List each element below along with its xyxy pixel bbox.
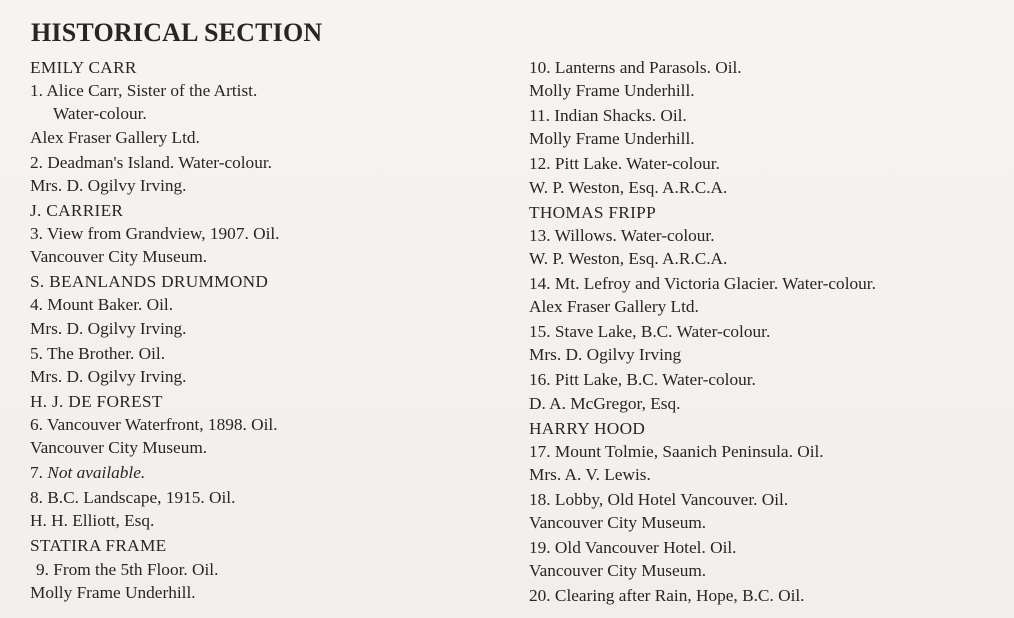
artist-name: STATIRA FRAME [30, 536, 167, 556]
entry-title: 10. Lanterns and Parasols. Oil. [529, 58, 742, 77]
entry-owner: Molly Frame Underhill. [30, 582, 196, 602]
entry-owner: Vancouver City Museum. [30, 438, 208, 458]
not-available-note: Not available. [47, 463, 146, 483]
artist-group [30, 390, 490, 460]
entry-title: 14. Mt. Lefroy and Victoria Glacier. Water-colour. [529, 274, 876, 294]
entry-title: 16. Pitt Lake, B.C. Water-colour. [529, 370, 756, 390]
entry-owner: Vancouver City Museum. [30, 247, 208, 267]
entry-owner: Molly Frame Underhill. [529, 81, 695, 101]
entry-title: 9. From the 5th Floor. Oil. [36, 559, 219, 579]
section-heading: HISTORICAL SECTION [31, 18, 323, 47]
entry [529, 320, 999, 366]
entry-owner: Mrs. D. Ogilvy Irving. [30, 175, 187, 195]
entry-title: 19. Old Vancouver Hotel. Oil. [529, 538, 737, 558]
entry-title: 11. Indian Shacks. Oil. [529, 106, 687, 126]
artist-group [529, 201, 999, 271]
entry [529, 584, 999, 607]
entry-title: 20. Clearing after Rain, Hope, B.C. Oil. [529, 586, 805, 606]
artist-group [30, 534, 490, 604]
entry-owner: Mrs. D. Ogilvy Irving. [30, 318, 187, 338]
entry-owner: Alex Fraser Gallery Ltd. [529, 297, 699, 317]
artist-group [30, 199, 490, 269]
entry-owner: Molly Frame Underhill. [529, 129, 695, 149]
entry [30, 461, 490, 484]
entry-title [30, 461, 490, 484]
entry-owner: Mrs. D. Ogilvy Irving [529, 345, 682, 365]
entry-owner: Mrs. D. Ogilvy Irving. [30, 366, 187, 386]
entry [30, 486, 490, 532]
entry-title: 18. Lobby, Old Hotel Vancouver. Oil. [529, 490, 789, 510]
entry [529, 272, 999, 318]
entry [30, 342, 490, 388]
entry [529, 536, 999, 582]
entry-owner: Vancouver City Museum. [529, 513, 707, 533]
artist-name: THOMAS FRIPP [529, 202, 657, 222]
entry-medium: Water-colour. [53, 104, 147, 124]
entry-title: 6. Vancouver Waterfront, 1898. Oil. [30, 415, 278, 435]
artist-name: EMILY CARR [30, 58, 137, 77]
entry-number: 7. [30, 463, 43, 483]
entry-title: 2. Deadman's Island. Water-colour. [30, 152, 272, 172]
entry-owner: W. P. Weston, Esq. A.R.C.A. [529, 177, 728, 197]
artist-name: J. CARRIER [30, 200, 124, 220]
entry-title: 13. Willows. Water-colour. [529, 225, 715, 245]
entry [529, 368, 999, 414]
entry-title: 5. The Brother. Oil. [30, 343, 166, 363]
entry [529, 104, 999, 150]
artist-group [529, 417, 999, 487]
entry-owner: Vancouver City Museum. [529, 561, 707, 581]
entry [529, 56, 999, 102]
artist-name: H. J. DE FOREST [30, 391, 163, 411]
artist-name: S. BEANLANDS DRUMMOND [30, 272, 269, 292]
entry-title: 4. Mount Baker. Oil. [30, 295, 174, 315]
entry [529, 152, 999, 198]
entry-title: 17. Mount Tolmie, Saanich Peninsula. Oil. [529, 441, 824, 461]
entry-owner: Alex Fraser Gallery Ltd. [30, 127, 200, 147]
entry-owner: W. P. Weston, Esq. A.R.C.A. [529, 249, 728, 269]
entry-title: 15. Stave Lake, B.C. Water-colour. [529, 322, 771, 342]
entry-owner: H. H. Elliott, Esq. [30, 511, 155, 531]
right-column [529, 56, 999, 609]
artist-group [30, 270, 490, 340]
entry-title: 8. B.C. Landscape, 1915. Oil. [30, 488, 236, 508]
entry-title: 1. Alice Carr, Sister of the Artist. [30, 81, 258, 101]
entry-title: 12. Pitt Lake. Water-colour. [529, 154, 720, 174]
entry-owner: D. A. McGregor, Esq. [529, 393, 681, 413]
artist-group [30, 56, 490, 149]
entry [30, 151, 490, 197]
entry-owner: Mrs. A. V. Lewis. [529, 465, 651, 485]
artist-name: HARRY HOOD [529, 418, 646, 438]
left-column [30, 56, 490, 606]
entry [529, 488, 999, 534]
entry-title: 3. View from Grandview, 1907. Oil. [30, 224, 280, 244]
